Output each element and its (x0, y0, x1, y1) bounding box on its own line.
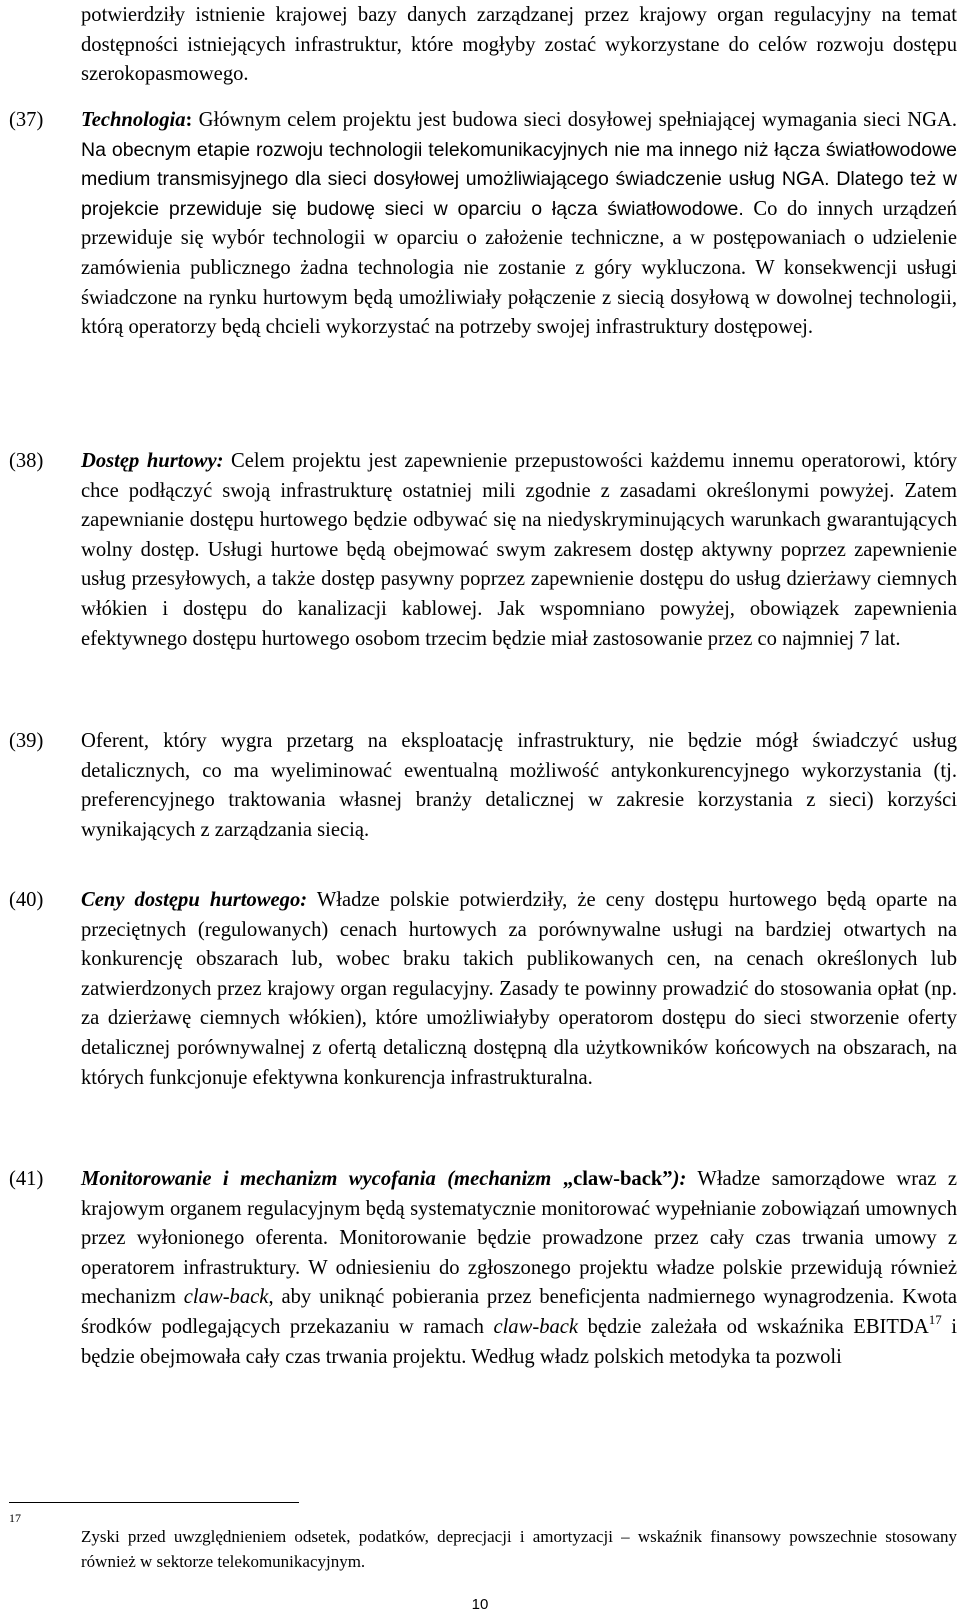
heading-claw-back: „claw-back” (562, 1168, 673, 1190)
paragraph-number-38: (38) (9, 450, 44, 472)
heading-technologia: Technologia (81, 109, 186, 131)
heading-monitorowanie: Monitorowanie i mechanizm wycofania (mechanizm (81, 1168, 563, 1190)
paragraph-39: Oferent, który wygra przetarg na eksploatację infrastruktury, nie będzie mógł świadczyć usług detalicznych, co ma wyeliminować ewentualną możliwość antykonkurencyjnego wykorzystania (tj. preferencyjnego traktowania własnej branży detalicznej w zakresie korzystania z sieci) korzyści wynikających z zarządzania siecią. (81, 730, 957, 841)
heading-colon: : (185, 109, 193, 131)
paragraph-number-37: (37) (9, 109, 44, 131)
term-claw-back: claw-back (183, 1286, 269, 1309)
paragraph-40: Ceny dostępu hurtowego: Władze polskie potwierdziły, że ceny dostępu hurtowego będą oparte na przeciętnych (regulowanych) cenach hurtowych za porównywalne usługi na bardziej otwartych na konkurencję obszarach lub, wobec braku takich publikowanych cen, na cenach określonych lub zatwierdzonych przez krajowy organ regulacyjny. Zasady te powinny prowadzić do stosowania opłat (np. za dzierżawę ciemnych włókien), które umożliwiałyby operatorom dostępu do sieci stworzenie oferty detalicznej porównywalnej z ofertą detaliczną dostępną dla użytkowników końcowych na obszarach, na których funkcjonuje efektywna konkurencja infrastrukturalna. (81, 889, 957, 1089)
footnote-separator (9, 1502, 299, 1503)
footnote-number: 17 (9, 1511, 21, 1525)
footnote-text: Zyski przed uwzględnieniem odsetek, podatków, deprecjacji i amortyzacji – wskaźnik finansowy powszechnie stosowany również w sektorze telekomunikacyjnym. (81, 1527, 957, 1571)
paragraph-number-40: (40) (9, 889, 44, 911)
term-claw-back: claw-back (493, 1315, 579, 1338)
paragraph-41: Monitorowanie i mechanizm wycofania (mechanizm „claw-back”): Władze samorządowe wraz z krajowym organem regulacyjnym będą systematycznie monitorować wypełnianie zobowiązań umownych przez wyłonionego oferenta. Monitorowanie będzie prowadzone przez cały czas trwania umowy z operatorem infrastruktury. W odniesieniu do zgłoszonego projektu władze polskie przewidują również mechanizm claw-back, aby uniknąć pobierania przez beneficjenta nadmiernego wynagrodzenia. Kwota środków podlegających przekazaniu w ramach claw-back będzie zależała od wskaźnika EBITDA$^{17}$ i będzie obejmowała cały czas trwania projektu. Według władz polskich metodyka ta pozwoli (81, 1168, 957, 1368)
paragraph-number-39: (39) (9, 730, 44, 752)
paragraph-number-41: (41) (9, 1168, 44, 1190)
heading-dostep-hurtowy: Dostęp hurtowy: (81, 450, 224, 472)
paragraph-38: Dostęp hurtowy: Celem projektu jest zapewnienie przepustowości każdemu innemu operatorowi, który chce podłączyć swoją infrastrukturę ostatniej mili zgodnie z zasadami określonymi powyżej. Zatem zapewnianie dostępu hurtowego będzie odbywać się na niedyskryminujących warunkach gwarantujących wolny dostęp. Usługi hurtowe będą obejmować swym zakresem dostęp aktywny poprzez zapewnienie usług przesyłowych, a także dostęp pasywny poprzez zapewnienie dostępu do usług dzierżawy ciemnych włókien i dostępu do kanalizacji kablowej. Jak wspomniano powyżej, obowiązek zapewnienia efektywnego dostępu hurtowego osobom trzecim będzie miał zastosowanie przez co najmniej 7 lat. (81, 450, 957, 650)
footnote-reference[interactable]: 17 (928, 1311, 942, 1327)
heading-ceny-dostepu: Ceny dostępu hurtowego: (81, 889, 308, 911)
page-number: 10 (471, 1596, 489, 1613)
paragraph-36-continuation: potwierdziły istnienie krajowej bazy danych zarządzanej przez krajowy organ regulacyjny na temat dostępności istniejących infrastruktur, które mogłyby zostać wykorzystane do celów rozwoju dostępu szerokopasmowego. (81, 4, 957, 86)
paragraph-37: Technologia: Głównym celem projektu jest budowa sieci dosyłowej spełniającej wymagania sieci NGA. Na obecnym etapie rozwoju technologii telekomunikacyjnych nie ma innego niż łącza światłowodowe medium transmisyjnego dla sieci dosyłowej umożliwiającego świadczenie usług NGA. Dlatego też w projekcie przewiduje się budowę sieci w oparciu o łącza światłowodowe. Co do innych urządzeń przewiduje się wybór technologii w oparciu o założenie techniczne, a w postępowaniach o udzielenie zamówienia publicznego żadna technologia nie zostanie z góry wykluczona. W konsekwencji usługi świadczone na rynku hurtowym będą umożliwiały połączenie z siecią dosyłową w dowolnej technologii, którą operatorzy będą chcieli wykorzystać na potrzeby swojej infrastruktury dostępowej. (81, 109, 957, 339)
